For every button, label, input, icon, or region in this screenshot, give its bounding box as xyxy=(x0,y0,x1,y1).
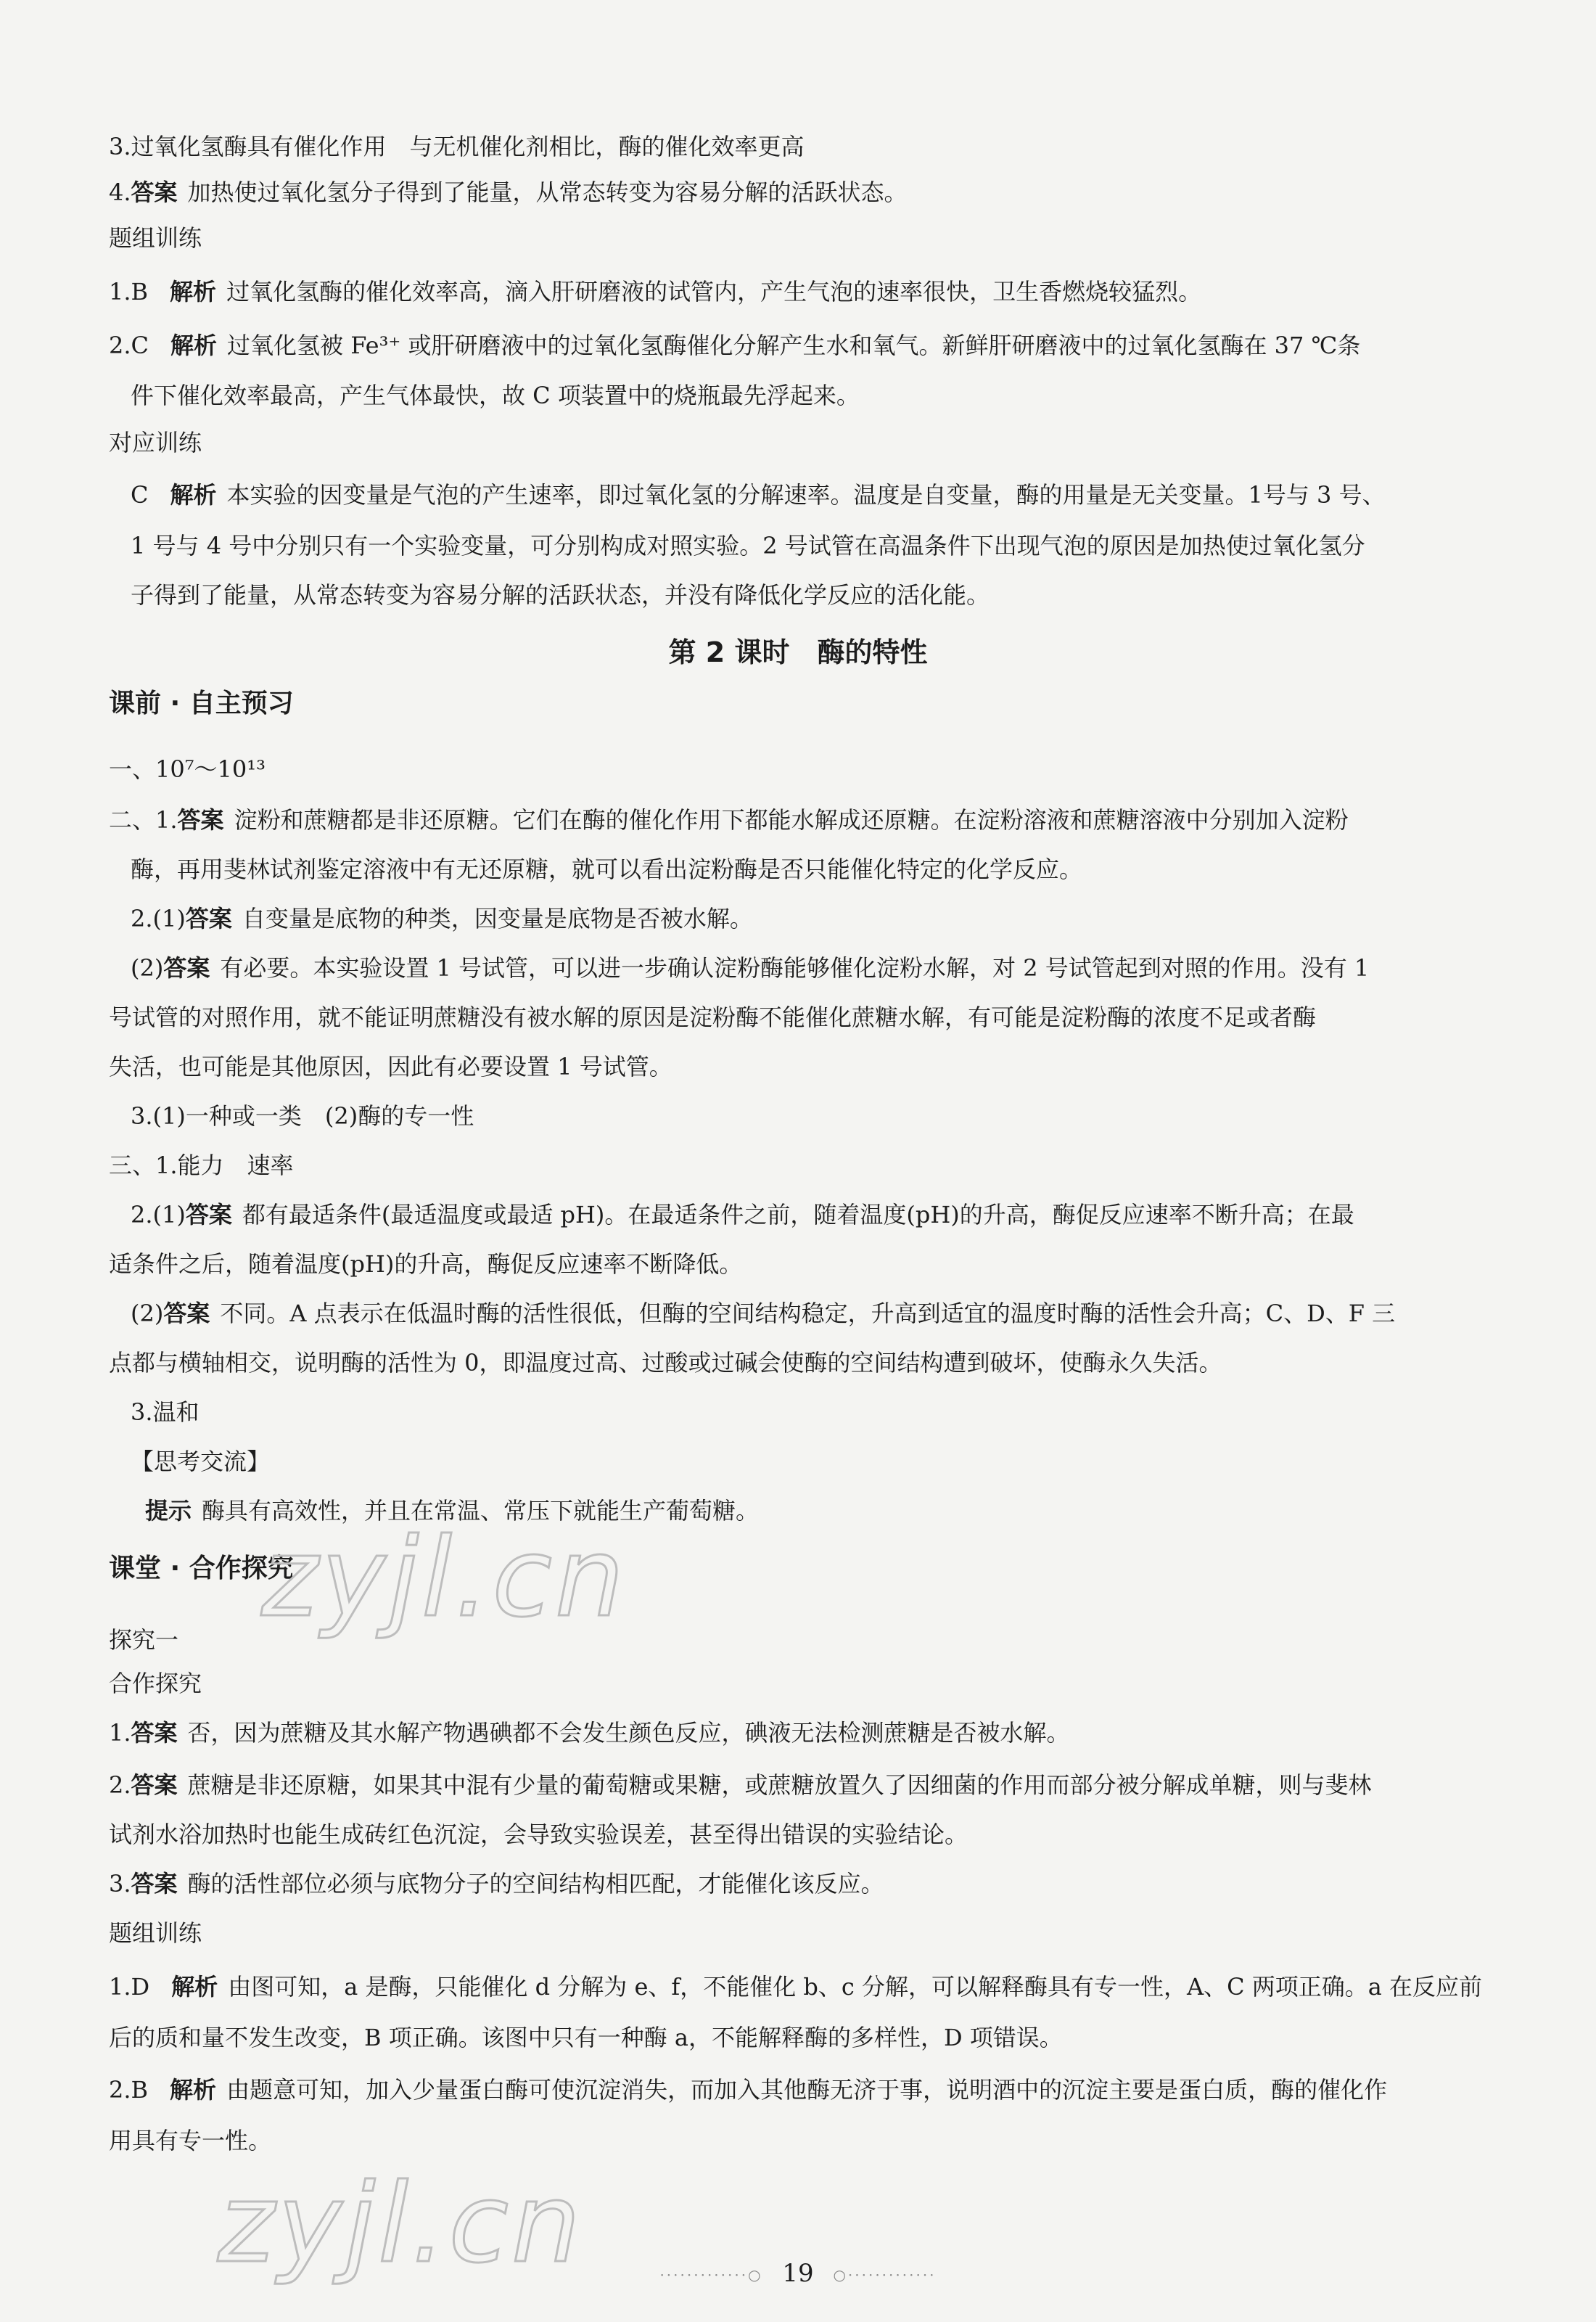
subheading: 探究一 xyxy=(109,1626,179,1654)
answer-line: 失活，也可能是其他原因，因此有必要设置 1 号试管。 xyxy=(109,1053,672,1080)
answer-keyword: 答案 xyxy=(185,905,232,932)
answer-line: 2.B 解析 由题意可知，加入少量蛋白酶可使沉淀消失，而加入其他酶无济于事，说明酒中的沉淀主要是蛋白质，酶的催化作 xyxy=(109,2076,1388,2104)
answer-line: 1 号与 4 号中分别只有一个实验变量，可分别构成对照实验。2 号试管在高温条件下出现气泡的原因是加热使过氧化氢分 xyxy=(131,532,1365,559)
answer-keyword: 答案 xyxy=(177,806,224,834)
page-number: 19 xyxy=(782,2259,814,2288)
answer-line: 4.答案 加热使过氧化氢分子得到了能量，从常态转变为容易分解的活跃状态。 xyxy=(109,179,908,206)
answer-line: 号试管的对照作用，就不能证明蔗糖没有被水解的原因是淀粉酶不能催化蔗糖水解，有可能是淀粉酶的浓度不足或者酶 xyxy=(109,1004,1317,1031)
answer-line: 1.D 解析 由图可知，a 是酶，只能催化 d 分解为 e、f，不能催化 b、c 分解，可以解释酶具有专一性，A、C 两项正确。a 在反应前 xyxy=(109,1973,1483,2001)
answer-line: 试剂水浴加热时也能生成砖红色沉淀，会导致实验误差，甚至得出错误的实验结论。 xyxy=(109,1821,968,1848)
answer-line: 2.C 解析 过氧化氢被 Fe³⁺ 或肝研磨液中的过氧化氢酶催化分解产生水和氧气。新鲜肝研磨液中的过氧化氢酶在 37 ℃条 xyxy=(109,332,1361,359)
answer-line: 酶，再用斐林试剂鉴定溶液中有无还原糖，就可以看出淀粉酶是否只能催化特定的化学反应。 xyxy=(131,856,1083,883)
answer-line: 提示 酶具有高效性，并且在常温、常压下就能生产葡萄糖。 xyxy=(145,1497,760,1525)
watermark: zyjl.cn xyxy=(261,1515,628,1641)
subheading: 题组训练 xyxy=(109,224,202,252)
answer-line: 一、10⁷～10¹³ xyxy=(109,755,266,783)
page-footer xyxy=(0,2259,1596,2289)
subheading: 对应训练 xyxy=(109,429,202,456)
footer-dots-left: ·············○ xyxy=(659,2266,763,2284)
analysis-keyword: 解析 xyxy=(170,2076,217,2104)
answer-line: (2)答案 不同。A 点表示在低温时酶的活性很低，但酶的空间结构稳定，升高到适宜的温度时酶的活性会升高；C、D、F 三 xyxy=(131,1300,1396,1327)
answer-line: 子得到了能量，从常态转变为容易分解的活跃状态，并没有降低化学反应的活化能。 xyxy=(131,581,990,609)
answer-line: 三、1.能力 速率 xyxy=(109,1152,294,1179)
answer-keyword: 答案 xyxy=(131,1870,178,1898)
hint-keyword: 提示 xyxy=(145,1497,192,1525)
answer-line: C 解析 本实验的因变量是气泡的产生速率，即过氧化氢的分解速率。温度是自变量，酶的用量是无关变量。1号与 3 号、 xyxy=(131,481,1386,509)
answer-keyword: 答案 xyxy=(163,1300,210,1327)
answer-line: 2.(1)答案 自变量是底物的种类，因变量是底物是否被水解。 xyxy=(131,905,753,932)
answer-keyword: 答案 xyxy=(131,1719,178,1747)
answer-line: 3.温和 xyxy=(131,1398,200,1426)
answer-line: 2.答案 蔗糖是非还原糖，如果其中混有少量的葡萄糖或果糖，或蔗糖放置久了因细菌的作用而部分被分解成单糖，则与斐林 xyxy=(109,1771,1372,1799)
analysis-keyword: 解析 xyxy=(170,278,217,305)
answer-line: 3.答案 酶的活性部位必须与底物分子的空间结构相匹配，才能催化该反应。 xyxy=(109,1870,884,1898)
section-heading: 课前 · 自主预习 xyxy=(109,689,294,718)
analysis-keyword: 解析 xyxy=(170,481,217,509)
answer-line: 1.答案 否，因为蔗糖及其水解产物遇碘都不会发生颜色反应，碘液无法检测蔗糖是否被水解。 xyxy=(109,1719,1070,1747)
answer-keyword: 答案 xyxy=(131,179,178,206)
subheading: 题组训练 xyxy=(109,1919,202,1947)
answer-keyword: 答案 xyxy=(185,1201,232,1228)
analysis-keyword: 解析 xyxy=(170,332,218,359)
section-heading: 课堂 · 合作探究 xyxy=(109,1554,294,1583)
answer-keyword: 答案 xyxy=(163,954,210,982)
answer-keyword: 答案 xyxy=(131,1771,178,1799)
answer-line: 二、1.答案 淀粉和蔗糖都是非还原糖。它们在酶的催化作用下都能水解成还原糖。在淀粉溶液和蔗糖溶液中分别加入淀粉 xyxy=(109,806,1349,834)
answer-line: 3.过氧化氢酶具有催化作用 与无机催化剂相比，酶的催化效率更高 xyxy=(109,133,805,160)
lesson-title: 第 2 课时 酶的特性 xyxy=(668,636,928,668)
watermark: zyjl.cn xyxy=(218,2161,584,2287)
answer-line: 1.B 解析 过氧化氢酶的催化效率高，滴入肝研磨液的试管内，产生气泡的速率很快，卫生香燃烧较猛烈。 xyxy=(109,278,1202,305)
analysis-keyword: 解析 xyxy=(171,1973,218,2001)
answer-line: 适条件之后，随着温度(pH)的升高，酶促反应速率不断降低。 xyxy=(109,1250,743,1278)
answer-line: 2.(1)答案 都有最适条件(最适温度或最适 pH)。在最适条件之前，随着温度(pH)的升高，酶促反应速率不断升高；在最 xyxy=(131,1201,1354,1228)
answer-line: 件下催化效率最高，产生气体最快，故 C 项装置中的烧瓶最先浮起来。 xyxy=(131,382,860,409)
answer-line: 点都与横轴相交，说明酶的活性为 0，即温度过高、过酸或过碱会使酶的空间结构遭到破坏，使酶永久失活。 xyxy=(109,1349,1222,1377)
footer-dots-right: ○············· xyxy=(833,2266,937,2284)
answer-line: 后的质和量不发生改变，B 项正确。该图中只有一种酶 a，不能解释酶的多样性，D 项错误。 xyxy=(109,2024,1063,2051)
answer-line: 3.(1)一种或一类 (2)酶的专一性 xyxy=(131,1102,474,1130)
answer-line: 【思考交流】 xyxy=(131,1448,271,1475)
subheading: 合作探究 xyxy=(109,1670,202,1697)
answer-line: 用具有专一性。 xyxy=(109,2127,272,2154)
answer-line: (2)答案 有必要。本实验设置 1 号试管，可以进一步确认淀粉酶能够催化淀粉水解，对 2 号试管起到对照的作用。没有 1 xyxy=(131,954,1370,982)
